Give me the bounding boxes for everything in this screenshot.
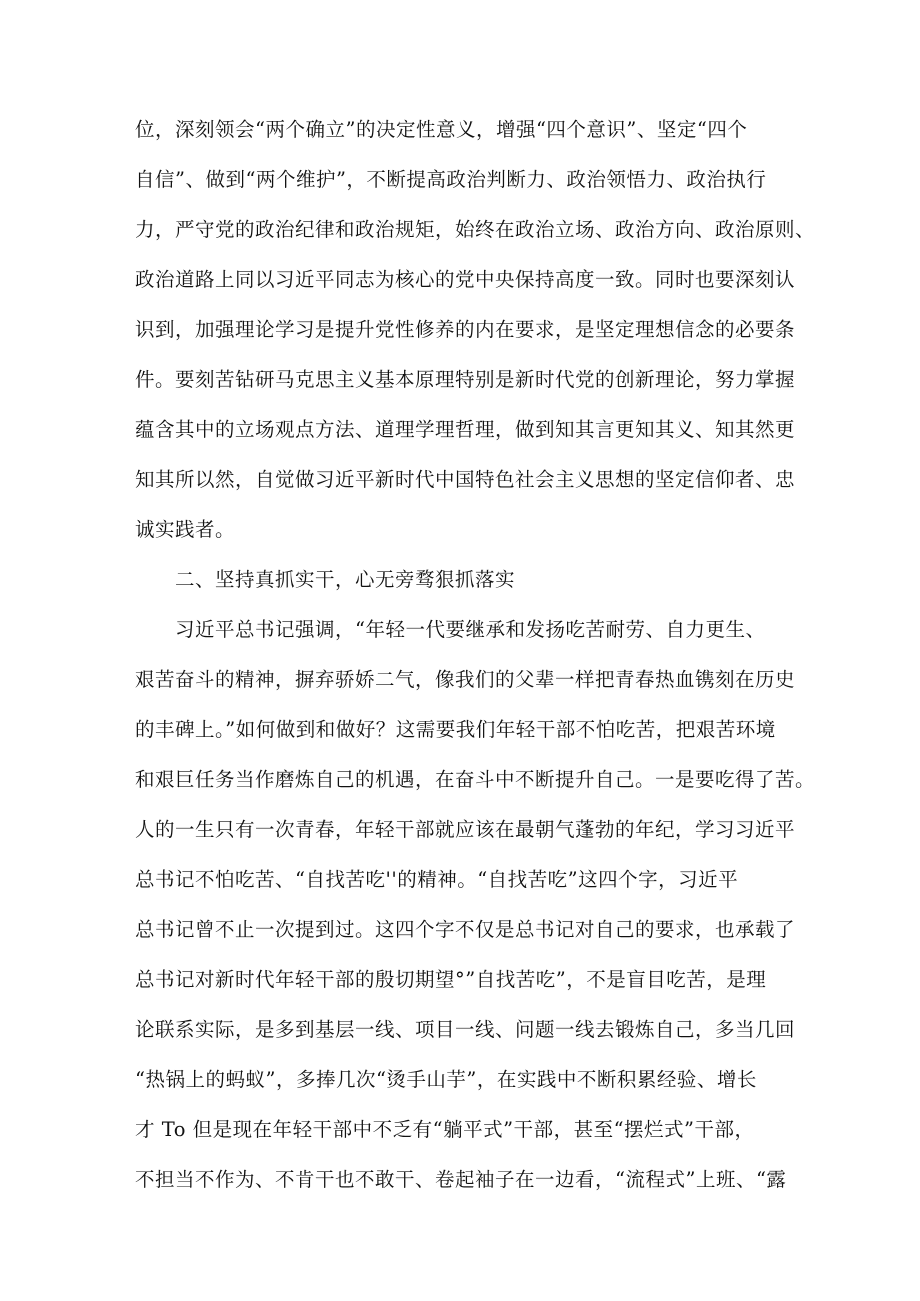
text-line: 自信”、做到“两个维护”，不断提高政治判断力、政治领悟力、政治执行 xyxy=(135,168,767,191)
text-line: 诚实践者。 xyxy=(135,518,236,541)
text-line: 位，深刻领会“两个确立”的决定性意义，增强“四个意识”、坚定“四个 xyxy=(135,118,748,141)
text-line: 蕴含其中的立场观点方法、道理学理哲理，做到知其言更知其义、知其然更 xyxy=(135,418,796,441)
text-line: 知其所以然，自觉做习近平新时代中国特色社会主义思想的坚定信仰者、忠 xyxy=(135,468,796,491)
text-line: 论联系实际，是多到基层一线、项目一线、问题一线去锻炼自己，多当几回 xyxy=(135,1018,796,1041)
text-line: 和艰巨任务当作磨炼自己的机遇，在奋斗中不断提升自己。一是要吃得了苦。 xyxy=(135,768,816,791)
text-line: 总书记对新时代年轻干部的殷切期望°”自找苦吃”，不是盲目吃苦，是理 xyxy=(135,968,767,991)
section-heading: 二、坚持真抓实干，心无旁骛狠抓落实 xyxy=(175,568,516,591)
text-line: 习近平总书记强调，“年轻一代要继承和发扬吃苦耐劳、自力更生、 xyxy=(175,618,766,641)
text-line: 件。要刻苦钻研马克思主义基本原理特别是新时代党的创新理论，努力掌握 xyxy=(135,368,796,391)
text-line: 力，严守党的政治纪律和政治规矩，始终在政治立场、政治方向、政治原则、 xyxy=(135,218,816,241)
text-line: 总书记曾不止一次提到过。这四个字不仅是总书记对自己的要求，也承载了 xyxy=(135,918,796,941)
text-line: 政治道路上同以习近平同志为核心的党中央保持高度一致。同时也要深刻认 xyxy=(135,268,796,291)
text-line: 不担当不作为、不肯干也不敢干、卷起袖子在一边看，“流程式”上班、“露 xyxy=(135,1168,787,1191)
text-line: 艰苦奋斗的精神，摒弃骄娇二气，像我们的父辈一样把青春热血镌刻在历史 xyxy=(135,668,796,691)
text-line: 识到，加强理论学习是提升党性修养的内在要求，是坚定理想信念的必要条 xyxy=(135,318,796,341)
text-line: 总书记不怕吃苦、“自找苦吃''的精神。“自找苦吃”这四个字，习近平 xyxy=(135,868,739,891)
text-line: 才 To 但是现在年轻干部中不乏有“躺平式”干部，甚至“摆烂式”干部， xyxy=(135,1118,755,1141)
text-line: 的丰碑上。”如何做到和做好？这需要我们年轻干部不怕吃苦，把艰苦环境 xyxy=(135,718,776,741)
text-line: “热锅上的蚂蚁”，多捧几次“烫手山芋”，在实践中不断积累经验、增长 xyxy=(135,1068,757,1091)
text-line: 人的一生只有一次青春，年轻干部就应该在最朝气蓬勃的年纪，学习习近平 xyxy=(135,818,796,841)
